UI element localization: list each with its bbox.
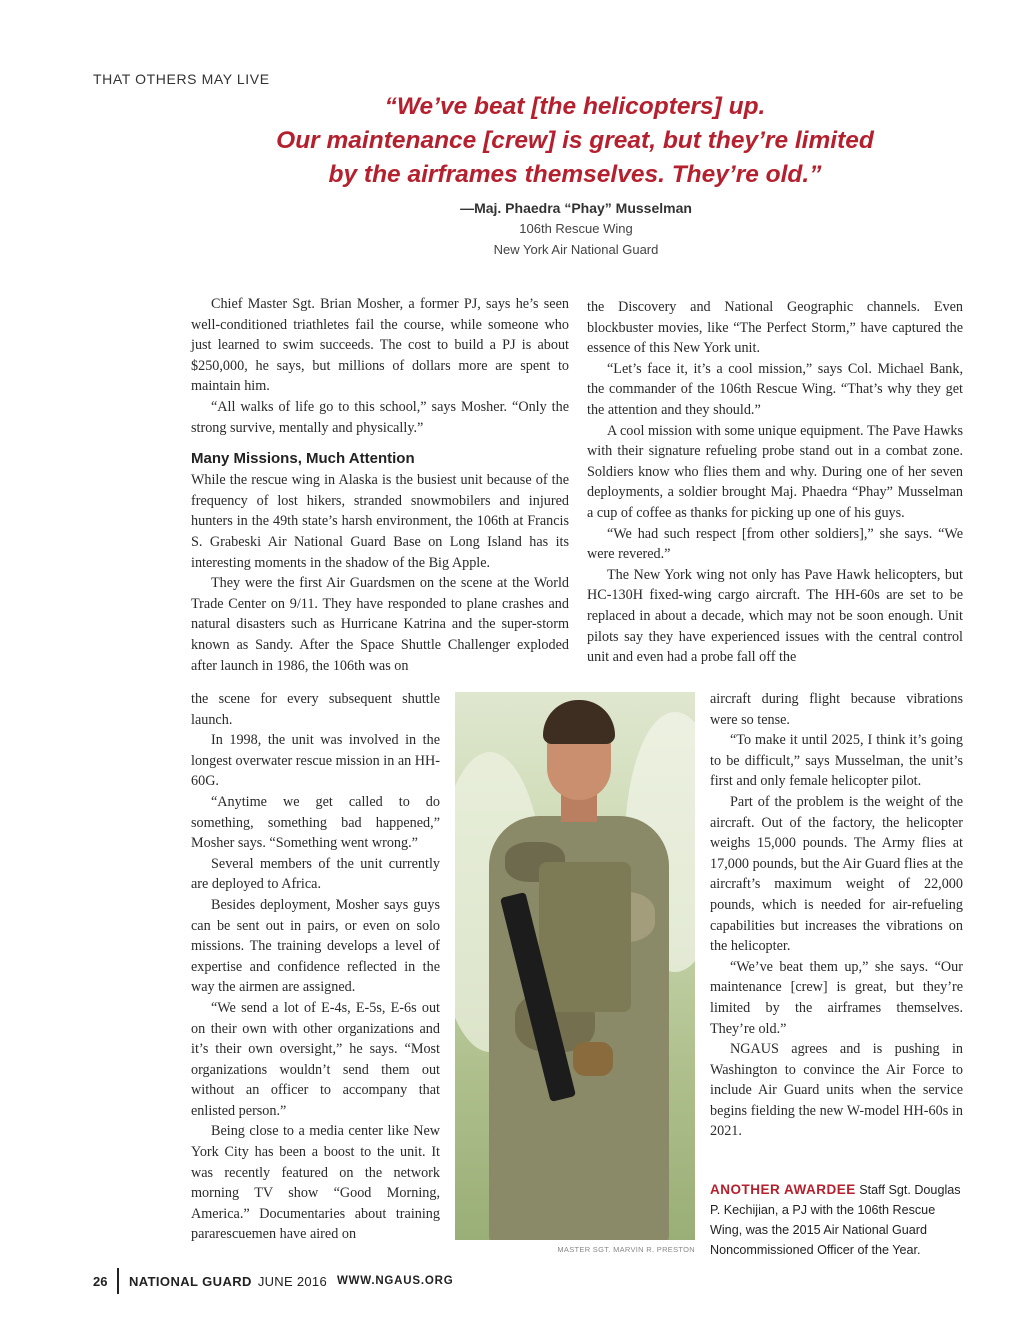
paragraph: “We’ve beat them up,” she says. “Our maintenance [crew] is great, but they’re limited by the airframes themselves. They’re old.”	[710, 958, 963, 1037]
page-footer	[93, 1268, 453, 1294]
photo-glove	[573, 1042, 613, 1076]
paragraph: NGAUS agrees and is pushing in Washington to convince the Air Force to include Air Guard units when the service begins fielding the new W-model HH-60s in 2021.	[710, 1041, 963, 1140]
paragraph: the scene for every subsequent shuttle launch.	[191, 691, 440, 728]
awardee-kicker: ANOTHER AWARDEE	[710, 1182, 856, 1197]
article-column-left-top	[191, 294, 569, 676]
section-heading: Many Missions, Much Attention	[191, 450, 415, 468]
paragraph: Chief Master Sgt. Brian Mosher, a former PJ, says he’s seen well-conditioned triathletes fail the course, while someone who just learned to swim succeeds. The cost to build a PJ is about $250,000, he says, but millions of dollars more are spent to maintain him.	[191, 296, 569, 395]
paragraph: Part of the problem is the weight of the aircraft. Out of the factory, the helicopter weighs 15,000 pounds. The Army flies at 17,000 pounds, but the Air Guard flies at the aircraft’s maximum weight of 22,000 pounds, which is needed for air-refueling capabilities but increases the vibrations on the helicopter.	[710, 793, 963, 955]
pull-quote-line: by the airframes themselves. They’re old.”	[328, 161, 822, 188]
magazine-name: NATIONAL GUARD	[128, 1273, 252, 1289]
attribution-unit: 106th Rescue Wing	[519, 221, 633, 236]
paragraph: “To make it until 2025, I think it’s going to be difficult,” says Musselman, the unit’s first and only female helicopter pilot.	[710, 732, 963, 790]
paragraph: Several members of the unit currently are deployed to Africa.	[191, 855, 440, 893]
issue-date: JUNE 2016	[257, 1273, 327, 1289]
attribution-name: —Maj. Phaedra “Phay” Musselman	[460, 200, 692, 216]
awardee-note	[710, 1180, 966, 1260]
paragraph: In 1998, the unit was involved in the longest overwater rescue mission in an HH-60G.	[191, 732, 441, 790]
paragraph: aircraft during flight because vibrations were so tense.	[710, 691, 963, 728]
attribution-org: New York Air National Guard	[493, 242, 659, 257]
pull-quote-line: “We’ve beat [the helicopters] up.	[384, 93, 766, 120]
awardee-text: Staff Sgt. Douglas P. Kechijian, a PJ with the 106th Rescue Wing, was the 2015 Air National Guard Noncommissioned Officer of the Year.	[710, 1183, 961, 1257]
paragraph: “Anytime we get called to do something, something bad happened,” Mosher says. “Something went wrong.”	[191, 793, 440, 852]
paragraph: “Let’s face it, it’s a cool mission,” says Col. Michael Bank, the commander of the 106th Rescue Wing. “That’s why they get the attention and they should.”	[587, 360, 963, 418]
quote-attribution	[376, 198, 776, 260]
paragraph: “All walks of life go to this school,” says Mosher. “Only the strong survive, mentally and physically.”	[191, 398, 569, 436]
pull-quote	[190, 90, 960, 192]
article-column-right-top	[587, 297, 963, 668]
paragraph: A cool mission with some unique equipment. The Pave Hawks with their signature refueling probe stand out in a combat zone. Soldiers know who flies them and why. During one of her seven deployments, a soldier brought Maj. Phaedra “Phay” Musselman a cup of coffee as thanks for picking up one of his guys.	[587, 422, 963, 521]
page-number: 26	[93, 1273, 108, 1289]
paragraph: the Discovery and National Geographic channels. Even blockbuster movies, like “The Perfect Storm,” have captured the essence of this New York unit.	[587, 299, 963, 357]
paragraph: Besides deployment, Mosher says guys can be sent out in pairs, or even on solo missions. The training develops a level of expertise and confidence reflected in the way the airmen are assigned.	[191, 896, 440, 996]
soldier-photo	[455, 692, 695, 1240]
paragraph: While the rescue wing in Alaska is the busiest unit because of the frequency of lost hikers, stranded snowmobilers and injured hunters in the 49th state’s harsh environment, the 106th at Francis S. Grabeski Air National Guard Base on Long Island has its interesting moments in the shadow of the Big Apple.	[191, 472, 569, 571]
photo-hair	[543, 700, 615, 744]
paragraph: “We send a lot of E-4s, E-5s, E-6s out on their own with other organizations and it’s their own oversight,” he says. “Most organizations wouldn’t send them out without an officer to accompany that enlisted person.”	[191, 999, 440, 1119]
paragraph: Being close to a media center like New York City has been a boost to the unit. It was recently featured on the network morning TV show “Good Morning, America.” Documentaries about training pararescuemen have aired on	[191, 1123, 440, 1243]
article-column-left-narrow	[191, 689, 440, 1245]
website-url: WWW.NGAUS.ORG	[337, 1275, 454, 1287]
paragraph: The New York wing not only has Pave Hawk helicopters, but HC-130H fixed-wing cargo aircraft. The HH-60s are set to be replaced in about a decade, which may not be soon enough. Unit pilots say they have experienced issues with the central control unit and even had a probe fall off the	[587, 566, 963, 666]
photo-vest	[539, 862, 631, 1012]
paragraph: “We had such respect [from other soldiers],” she says. “We were revered.”	[587, 525, 963, 563]
paragraph: They were the first Air Guardsmen on the scene at the World Trade Center on 9/11. They have responded to plane crashes and natural disasters such as Hurricane Katrina and the super-storm known as Sandy. After the Space Shuttle Challenger exploded after launch in 1986, the 106th was on	[191, 575, 569, 674]
article-column-right-narrow	[710, 689, 963, 1142]
pull-quote-line: Our maintenance [crew] is great, but they’re limited	[276, 127, 874, 154]
footer-divider	[117, 1268, 119, 1294]
photo-credit: MASTER SGT. MARVIN R. PRESTON	[557, 1245, 695, 1254]
section-label: THAT OTHERS MAY LIVE	[93, 71, 270, 87]
